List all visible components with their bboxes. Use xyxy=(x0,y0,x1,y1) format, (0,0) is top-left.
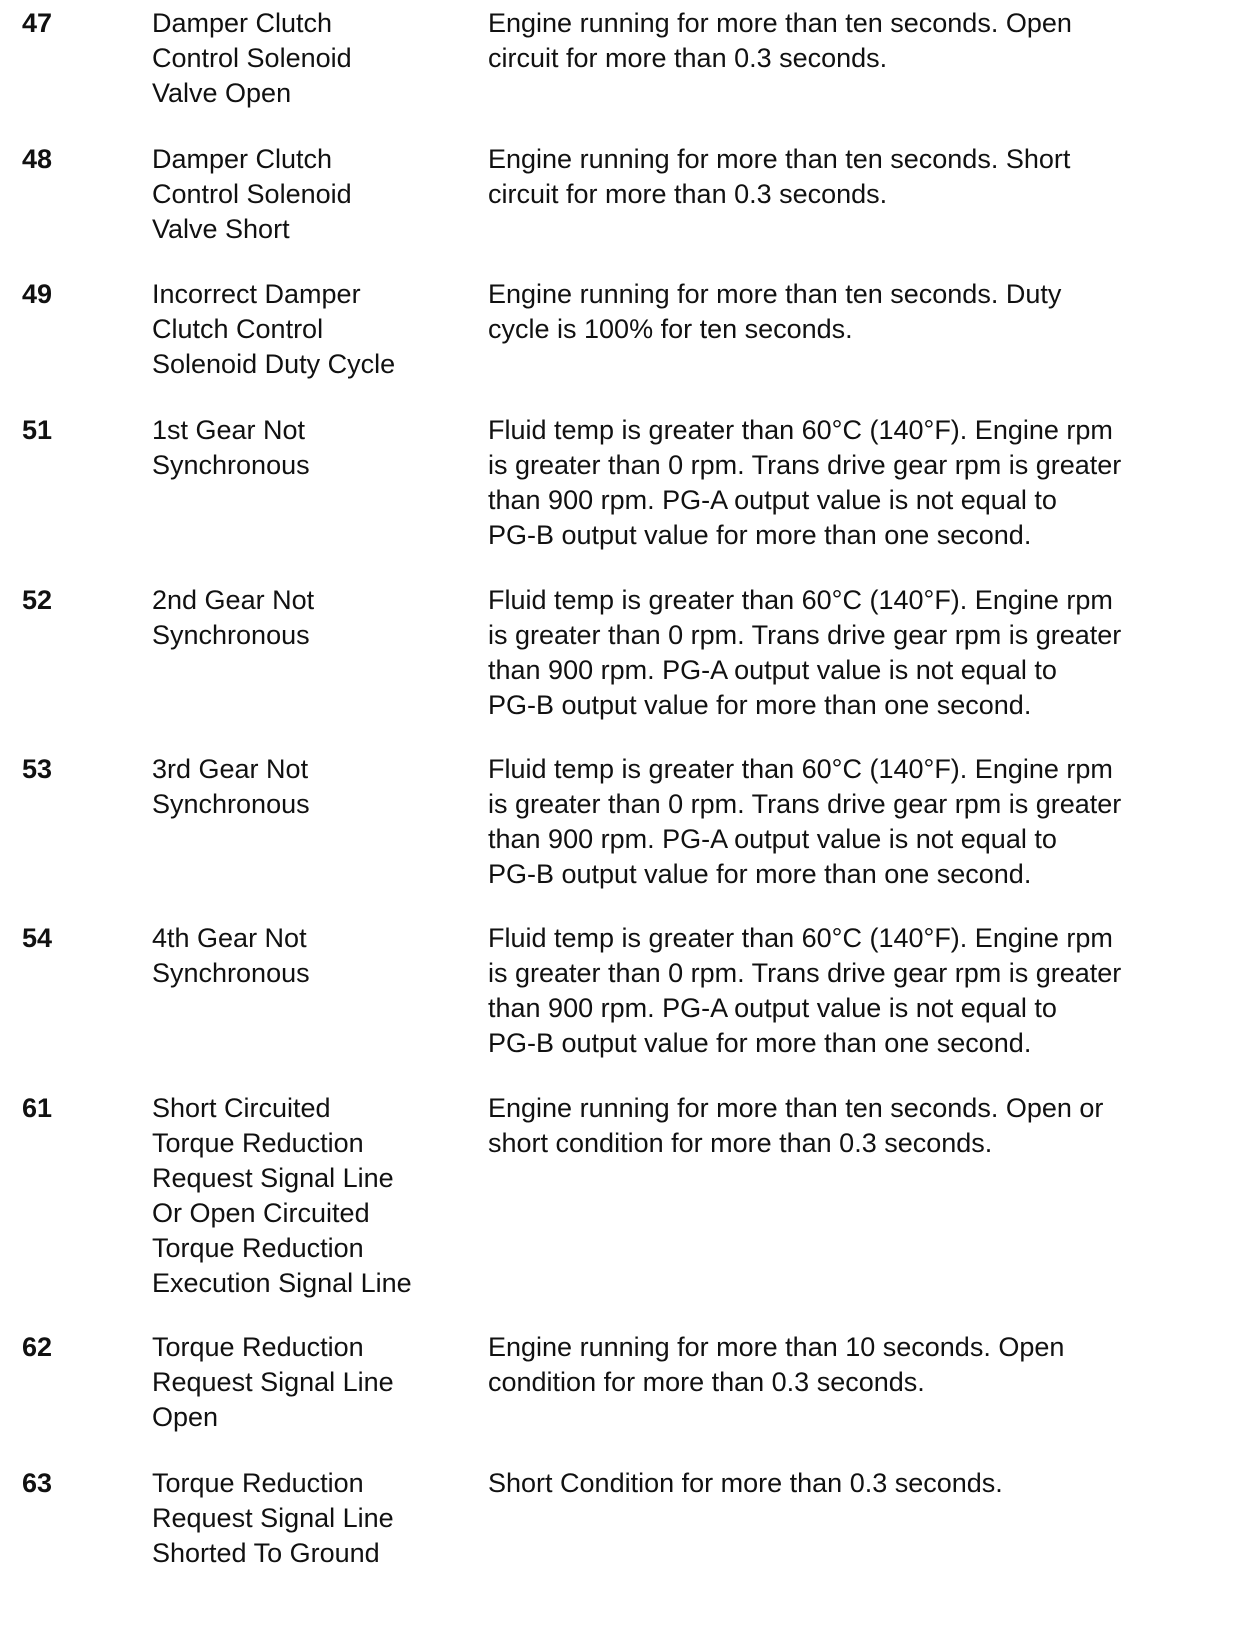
dtc-condition-line: Engine running for more than ten seconds. Short xyxy=(488,144,1071,174)
dtc-condition-line: Fluid temp is greater than 60°C (140°F). Engine rpm xyxy=(488,923,1113,953)
dtc-name-line: Clutch Control xyxy=(152,314,324,344)
dtc-name-line: Synchronous xyxy=(152,450,310,480)
dtc-condition xyxy=(488,6,1228,76)
dtc-condition-line: Fluid temp is greater than 60°C (140°F). Engine rpm xyxy=(488,754,1113,784)
dtc-name-line: Control Solenoid xyxy=(152,179,352,209)
dtc-name-line: Torque Reduction xyxy=(152,1332,364,1362)
dtc-name xyxy=(152,6,462,111)
dtc-condition-line: than 900 rpm. PG-A output value is not equal to xyxy=(488,993,1057,1023)
dtc-condition-line: Fluid temp is greater than 60°C (140°F). Engine rpm xyxy=(488,415,1113,445)
dtc-code: 49 xyxy=(22,279,53,309)
dtc-condition-line: is greater than 0 rpm. Trans drive gear rpm is greater xyxy=(488,620,1122,650)
dtc-condition-line: PG-B output value for more than one second. xyxy=(488,1028,1032,1058)
dtc-code: 63 xyxy=(22,1468,53,1498)
dtc-condition-line: Short Condition for more than 0.3 seconds. xyxy=(488,1468,1003,1498)
dtc-condition-line: Engine running for more than ten seconds. Duty xyxy=(488,279,1062,309)
dtc-name-line: Synchronous xyxy=(152,958,310,988)
dtc-condition xyxy=(488,752,1228,892)
dtc-condition xyxy=(488,277,1228,347)
dtc-condition-line: Engine running for more than ten seconds. Open xyxy=(488,8,1072,38)
dtc-name-line: 2nd Gear Not xyxy=(152,585,315,615)
dtc-name-line: Shorted To Ground xyxy=(152,1538,380,1568)
dtc-name-line: Short Circuited xyxy=(152,1093,331,1123)
dtc-condition-line: condition for more than 0.3 seconds. xyxy=(488,1367,925,1397)
dtc-name-line: Valve Short xyxy=(152,214,290,244)
dtc-name-line: Control Solenoid xyxy=(152,43,352,73)
dtc-name xyxy=(152,413,462,483)
dtc-name-line: Torque Reduction xyxy=(152,1128,364,1158)
dtc-name-line: 4th Gear Not xyxy=(152,923,307,953)
dtc-name-line: Torque Reduction xyxy=(152,1468,364,1498)
dtc-condition-line: than 900 rpm. PG-A output value is not equal to xyxy=(488,824,1057,854)
dtc-code: 53 xyxy=(22,754,53,784)
dtc-name xyxy=(152,583,462,653)
dtc-name-line: Open xyxy=(152,1402,219,1432)
dtc-name-line: 1st Gear Not xyxy=(152,415,306,445)
dtc-condition-line: PG-B output value for more than one second. xyxy=(488,520,1032,550)
dtc-condition-line: Engine running for more than ten seconds. Open or xyxy=(488,1093,1104,1123)
dtc-name-line: Incorrect Damper xyxy=(152,279,361,309)
dtc-name xyxy=(152,277,462,382)
dtc-condition xyxy=(488,413,1228,553)
dtc-code: 52 xyxy=(22,585,53,615)
dtc-name xyxy=(152,921,462,991)
dtc-condition-line: PG-B output value for more than one second. xyxy=(488,690,1032,720)
dtc-name-line: Damper Clutch xyxy=(152,8,333,38)
dtc-condition xyxy=(488,142,1228,212)
dtc-condition-line: circuit for more than 0.3 seconds. xyxy=(488,179,888,209)
dtc-name-line: Synchronous xyxy=(152,620,310,650)
dtc-name-line: Request Signal Line xyxy=(152,1503,394,1533)
dtc-condition xyxy=(488,583,1228,723)
dtc-name xyxy=(152,1466,462,1571)
dtc-code: 48 xyxy=(22,144,53,174)
dtc-code: 54 xyxy=(22,923,53,953)
dtc-name-line: Synchronous xyxy=(152,789,310,819)
dtc-condition-line: Engine running for more than 10 seconds. Open xyxy=(488,1332,1065,1362)
dtc-condition xyxy=(488,1330,1228,1400)
dtc-name xyxy=(152,142,462,247)
dtc-name-line: Damper Clutch xyxy=(152,144,333,174)
dtc-condition-line: than 900 rpm. PG-A output value is not equal to xyxy=(488,485,1057,515)
dtc-name-line: Solenoid Duty Cycle xyxy=(152,349,396,379)
dtc-code: 62 xyxy=(22,1332,53,1362)
dtc-name-line: 3rd Gear Not xyxy=(152,754,309,784)
dtc-condition-line: PG-B output value for more than one second. xyxy=(488,859,1032,889)
dtc-condition xyxy=(488,1091,1228,1161)
dtc-condition-line: Fluid temp is greater than 60°C (140°F). Engine rpm xyxy=(488,585,1113,615)
dtc-name-line: Valve Open xyxy=(152,78,292,108)
dtc-code: 47 xyxy=(22,8,53,38)
dtc-condition-line: is greater than 0 rpm. Trans drive gear rpm is greater xyxy=(488,958,1122,988)
dtc-name-line: Execution Signal Line xyxy=(152,1268,412,1298)
dtc-condition xyxy=(488,1466,1228,1501)
dtc-code: 51 xyxy=(22,415,53,445)
dtc-name xyxy=(152,752,462,822)
dtc-name-line: Request Signal Line xyxy=(152,1163,394,1193)
dtc-name xyxy=(152,1091,462,1301)
dtc-condition-line: is greater than 0 rpm. Trans drive gear rpm is greater xyxy=(488,450,1122,480)
dtc-name-line: Request Signal Line xyxy=(152,1367,394,1397)
dtc-code: 61 xyxy=(22,1093,53,1123)
dtc-condition-line: than 900 rpm. PG-A output value is not equal to xyxy=(488,655,1057,685)
dtc-name-line: Torque Reduction xyxy=(152,1233,364,1263)
dtc-name-line: Or Open Circuited xyxy=(152,1198,370,1228)
dtc-condition-line: short condition for more than 0.3 seconds. xyxy=(488,1128,993,1158)
dtc-name xyxy=(152,1330,462,1435)
dtc-condition-line: cycle is 100% for ten seconds. xyxy=(488,314,853,344)
dtc-condition-line: is greater than 0 rpm. Trans drive gear rpm is greater xyxy=(488,789,1122,819)
dtc-condition-line: circuit for more than 0.3 seconds. xyxy=(488,43,888,73)
dtc-condition xyxy=(488,921,1228,1061)
